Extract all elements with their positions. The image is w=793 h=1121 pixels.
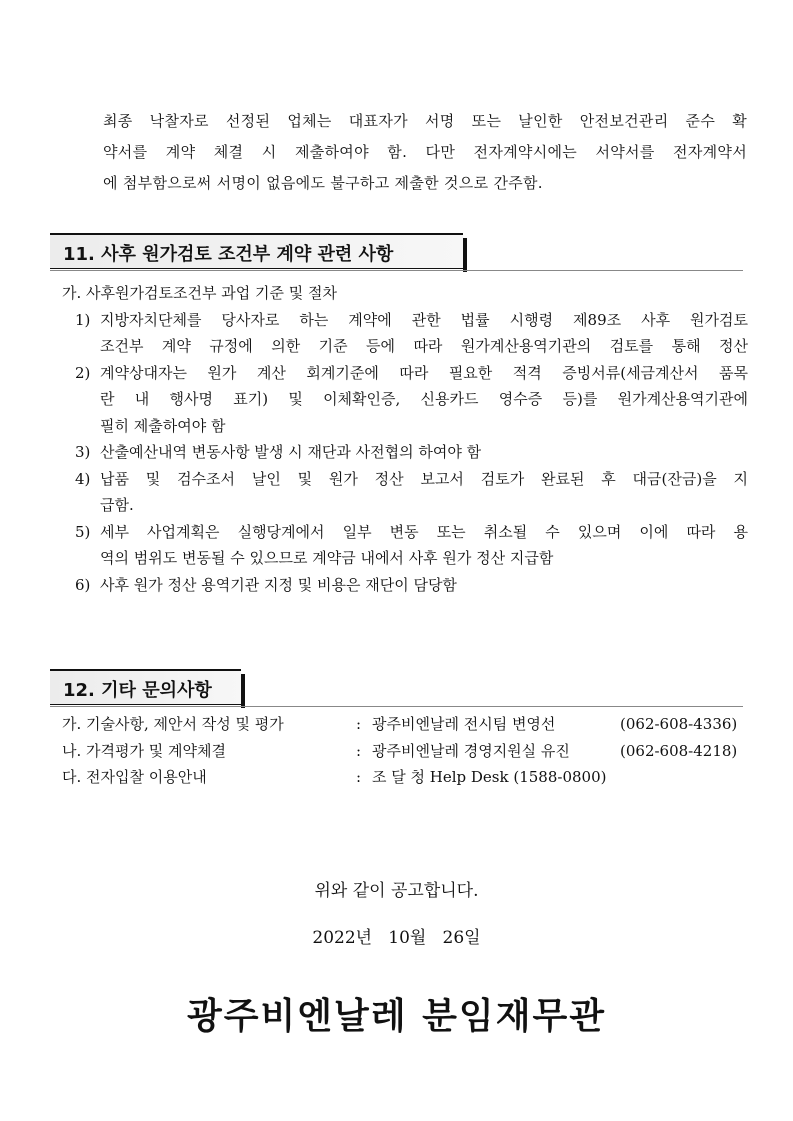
item-number: 3) (75, 443, 91, 461)
intro-line-2: 약서를 계약 체결 시 제출하여야 함. 다만 전자계약시에는 서약서를 전자계약서 (103, 143, 747, 161)
section-11-rule (50, 270, 743, 271)
item-text: 사후 원가 정산 용역기관 지정 및 비용은 재단이 담당함 (100, 575, 457, 594)
list-item-cont (62, 333, 748, 360)
contact-colon: : (356, 741, 362, 760)
closing-notice: 위와 같이 공고합니다. (314, 881, 479, 901)
item-text: 급함. (100, 496, 134, 514)
contact-row (62, 711, 752, 738)
contact-label: 가. 기술사항, 제안서 작성 및 평가 (62, 715, 284, 733)
contact-phone: (062-608-4218) (620, 741, 738, 760)
section-12-heading (50, 669, 241, 705)
contact-row (62, 738, 752, 765)
item-number: 6) (75, 575, 91, 594)
contact-row (62, 764, 752, 791)
list-item (62, 439, 748, 466)
contact-phone: (062-608-4336) (620, 715, 738, 733)
subhead: 가. 사후원가검토조건부 과업 기준 및 절차 (62, 284, 337, 302)
item-text: 역의 범위도 변동될 수 있으므로 계약금 내에서 사후 원가 정산 지급함 (100, 549, 554, 567)
section-11-heading (50, 233, 463, 269)
contact-value: 광주비엔날레 경영지원실 유진 (372, 741, 570, 760)
contact-value: 광주비엔날레 전시팀 변영선 (372, 715, 556, 733)
contact-colon: : (356, 715, 362, 733)
intro-paragraph (103, 106, 747, 199)
heading-shadow (463, 238, 467, 272)
list-item-cont (62, 413, 748, 440)
section-11-title: 11. 사후 원가검토 조건부 계약 관련 사항 (63, 244, 394, 265)
contact-list (62, 711, 752, 791)
item-number: 2) (75, 363, 91, 382)
item-number: 5) (75, 522, 91, 541)
section-12-rule (50, 706, 743, 707)
contact-colon: : (356, 768, 362, 786)
item-text: 계약상대자는 원가 계산 회계기준에 따라 필요한 적격 증빙서류(세금계산서 품목 (100, 363, 748, 382)
contact-label: 다. 전자입찰 이용안내 (62, 768, 207, 786)
item-text: 납품 및 검수조서 날인 및 원가 정산 보고서 검토가 완료된 후 대금(잔금)을 지 (100, 469, 748, 488)
item-text: 세부 사업계획은 실행당계에서 일부 변동 또는 취소될 수 있으며 이에 따라 용 (100, 522, 748, 541)
section-12-title: 12. 기타 문의사항 (63, 680, 212, 701)
list-item (62, 466, 748, 493)
item-text: 란 내 행사명 표기) 및 이체확인증, 신용카드 영수증 등)를 원가계산용역기관에 (100, 390, 748, 408)
item-text: 지방자치단체를 당사자로 하는 계약에 관한 법률 시행령 제89조 사후 원가검토 (100, 310, 748, 329)
list-item (62, 519, 748, 546)
list-item (62, 307, 748, 334)
item-number: 1) (75, 310, 91, 329)
intro-line-1: 최종 낙찰자로 선정된 업체는 대표자가 서명 또는 날인한 안전보건관리 준수 확 (103, 112, 747, 130)
item-number: 4) (75, 469, 91, 488)
item-text: 필히 제출하여야 함 (100, 416, 226, 435)
item-text: 산출예산내역 변동사항 발생 시 재단과 사전협의 하여야 함 (100, 443, 482, 461)
list-item-cont (62, 492, 748, 519)
intro-line-3: 에 첨부함으로써 서명이 없음에도 불구하고 제출한 것으로 간주함. (103, 174, 543, 192)
issuer-name: 광주비엔날레 분임재무관 (186, 996, 607, 1037)
item-text: 조건부 계약 규정에 의한 기준 등에 따라 원가계산용역기관의 검토를 통해 정산 (100, 337, 748, 355)
notice-date: 2022년 10월 26일 (312, 928, 481, 948)
list-item-cont (62, 386, 748, 413)
list-item (62, 572, 748, 599)
list-item-cont (62, 545, 748, 572)
heading-shadow (241, 674, 245, 708)
list-item (62, 360, 748, 387)
contact-value: 조 달 청 Help Desk (1588-0800) (372, 768, 607, 786)
subhead-row (62, 280, 748, 307)
contact-label: 나. 가격평가 및 계약체결 (62, 741, 226, 760)
section-11-list (62, 280, 748, 598)
